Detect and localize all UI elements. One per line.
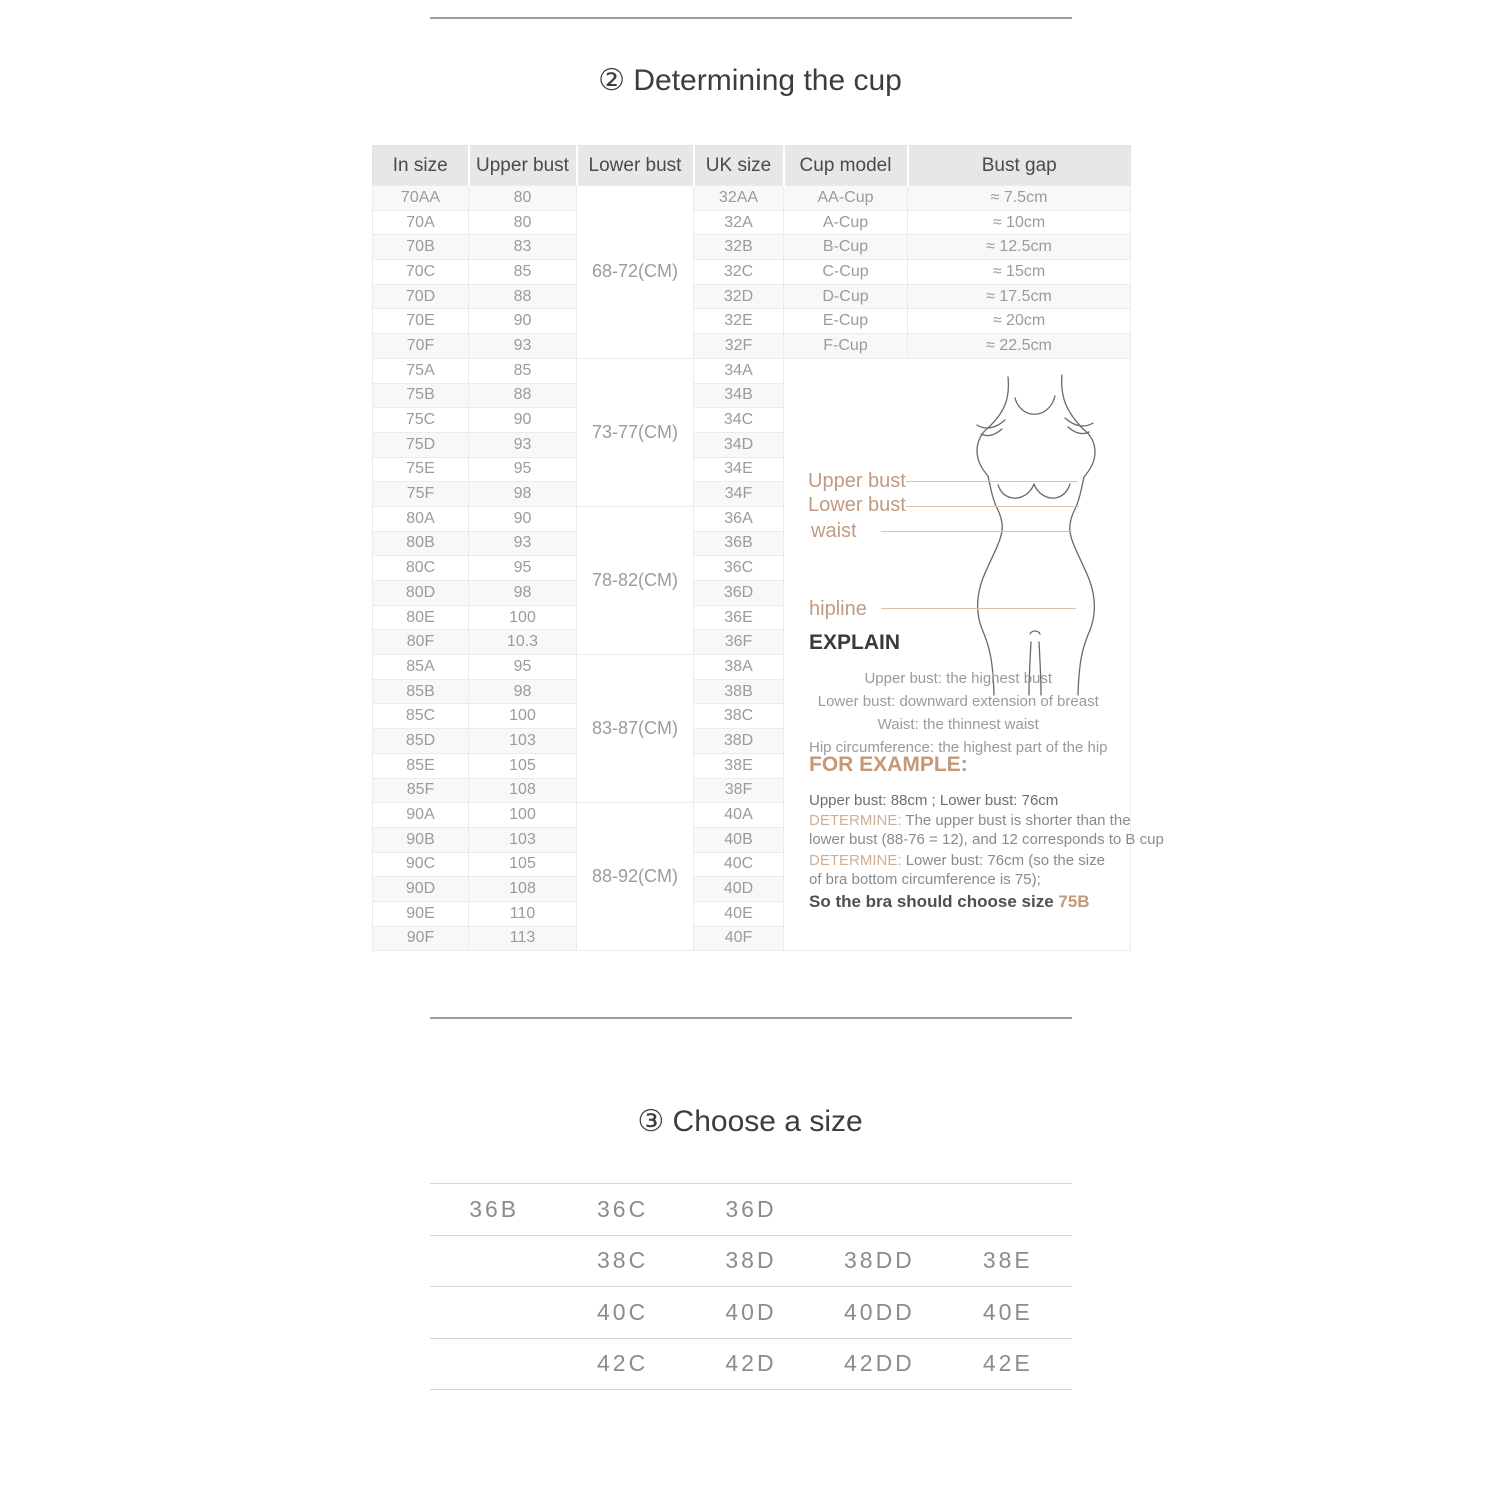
cell-uk-size: 40E — [694, 901, 784, 926]
cell-lower-bust-range: 78-82(CM) — [577, 506, 694, 654]
column-header: Bust gap — [908, 146, 1131, 186]
determine-label: DETERMINE: — [809, 851, 906, 869]
size-option: 38DD — [843, 1247, 915, 1274]
hipline-label: hipline — [809, 597, 867, 620]
cell-in-size: 70C — [373, 260, 469, 285]
cell-uk-size: 34D — [694, 432, 784, 457]
cell-uk-size: 38B — [694, 679, 784, 704]
cell-upper-bust: 98 — [469, 679, 577, 704]
cell-in-size: 75F — [373, 482, 469, 507]
cell-uk-size: 36E — [694, 605, 784, 630]
example-determine-band — [809, 852, 1105, 869]
cell-cup-model: F-Cup — [784, 334, 908, 359]
cell-uk-size: 38E — [694, 753, 784, 778]
cell-lower-bust-range: 88-92(CM) — [577, 803, 694, 951]
cell-upper-bust: 95 — [469, 556, 577, 581]
cell-cup-model: E-Cup — [784, 309, 908, 334]
cell-uk-size: 32AA — [694, 186, 784, 211]
choose-size-row — [430, 1338, 1072, 1390]
cell-uk-size: 34F — [694, 482, 784, 507]
cell-in-size: 90A — [373, 803, 469, 828]
size-option: 40DD — [843, 1298, 915, 1325]
explain-line: Upper bust: the highest bust — [864, 669, 1053, 687]
cell-upper-bust: 90 — [469, 309, 577, 334]
size-option: 38C — [596, 1247, 649, 1274]
section-title-choose-size: ③ Choose a size — [637, 1105, 863, 1138]
size-option: 38E — [982, 1247, 1033, 1274]
cell-uk-size: 40B — [694, 827, 784, 852]
cell-upper-bust: 95 — [469, 457, 577, 482]
cell-in-size: 90C — [373, 852, 469, 877]
column-header: Upper bust — [469, 146, 577, 186]
cell-bust-gap: ≈ 20cm — [908, 309, 1131, 334]
cell-in-size: 80E — [373, 605, 469, 630]
cell-bust-gap: ≈ 17.5cm — [908, 284, 1131, 309]
waist-pointer-line — [881, 531, 1072, 532]
cell-upper-bust: 93 — [469, 334, 577, 359]
cell-uk-size: 32E — [694, 309, 784, 334]
cell-bust-gap: ≈ 22.5cm — [908, 334, 1131, 359]
determine-label: DETERMINE: — [809, 811, 906, 829]
cell-upper-bust: 95 — [469, 655, 577, 680]
upper-bust-pointer-line — [906, 481, 1078, 482]
cell-uk-size: 34A — [694, 358, 784, 383]
cell-upper-bust: 10.3 — [469, 630, 577, 655]
cell-upper-bust: 85 — [469, 260, 577, 285]
size-chart-row — [373, 358, 1131, 383]
cell-uk-size: 32F — [694, 334, 784, 359]
cell-lower-bust-range: 73-77(CM) — [577, 358, 694, 506]
cell-upper-bust: 93 — [469, 432, 577, 457]
cell-in-size: 85A — [373, 655, 469, 680]
cell-bust-gap: ≈ 15cm — [908, 260, 1131, 285]
cell-upper-bust: 98 — [469, 482, 577, 507]
cell-uk-size: 38C — [694, 704, 784, 729]
waist-label: waist — [811, 519, 857, 542]
choose-size-row — [430, 1235, 1072, 1287]
cell-in-size: 75A — [373, 358, 469, 383]
cell-upper-bust: 105 — [469, 753, 577, 778]
cell-uk-size: 32A — [694, 210, 784, 235]
size-chart-row — [373, 235, 1131, 260]
diagram-merged-cell — [784, 358, 1164, 951]
cell-upper-bust: 90 — [469, 506, 577, 531]
upper-bust-label: Upper bust — [808, 469, 906, 492]
cell-upper-bust: 85 — [469, 358, 577, 383]
cell-upper-bust: 108 — [469, 877, 577, 902]
cell-upper-bust: 98 — [469, 581, 577, 606]
cell-in-size: 75B — [373, 383, 469, 408]
cell-uk-size: 38D — [694, 729, 784, 754]
cell-lower-bust-range: 68-72(CM) — [577, 186, 694, 359]
cell-upper-bust: 93 — [469, 531, 577, 556]
explain-line: Waist: the thinnest waist — [877, 715, 1039, 733]
size-chart-row — [373, 260, 1131, 285]
lower-bust-pointer-line — [906, 506, 1079, 507]
cell-in-size: 70F — [373, 334, 469, 359]
example-measurements: Upper bust: 88cm ; Lower bust: 76cm — [809, 791, 1059, 809]
cell-cup-model: C-Cup — [784, 260, 908, 285]
measurement-diagram-panel — [784, 359, 1164, 951]
cell-in-size: 75C — [373, 408, 469, 433]
cell-in-size: 85F — [373, 778, 469, 803]
cell-upper-bust: 100 — [469, 605, 577, 630]
cell-in-size: 80C — [373, 556, 469, 581]
example-determine-cup-cont: lower bust (88-76 = 12), and 12 corresponds to B cup — [809, 830, 1164, 848]
example-determine-band-cont: of bra bottom circumference is 75); — [809, 870, 1041, 888]
cell-upper-bust: 103 — [469, 729, 577, 754]
column-header: Cup model — [784, 146, 908, 186]
size-option: 40E — [982, 1298, 1033, 1325]
choose-size-row — [430, 1286, 1072, 1338]
determine-text: The upper bust is shorter than the — [905, 811, 1131, 829]
recommended-size: 75B — [1058, 891, 1090, 911]
cell-in-size: 80B — [373, 531, 469, 556]
top-divider — [430, 17, 1072, 19]
cell-uk-size: 40F — [694, 926, 784, 951]
cell-cup-model: A-Cup — [784, 210, 908, 235]
cell-upper-bust: 90 — [469, 408, 577, 433]
section-title-determining-cup: ② Determining the cup — [598, 64, 902, 97]
cell-in-size: 75E — [373, 457, 469, 482]
cell-upper-bust: 88 — [469, 284, 577, 309]
cell-bust-gap: ≈ 10cm — [908, 210, 1131, 235]
size-option: 42E — [982, 1350, 1033, 1377]
cell-uk-size: 36D — [694, 581, 784, 606]
choose-size-row — [430, 1183, 1072, 1235]
size-option: 42C — [596, 1350, 649, 1377]
cell-in-size: 70E — [373, 309, 469, 334]
conclusion-text: So the bra should choose size — [809, 891, 1059, 911]
size-option: 36B — [469, 1195, 520, 1222]
cell-uk-size: 36F — [694, 630, 784, 655]
column-header: UK size — [694, 146, 784, 186]
explain-text — [809, 667, 1108, 759]
column-header: In size — [373, 146, 469, 186]
size-chart-row — [373, 284, 1131, 309]
for-example-heading: FOR EXAMPLE: — [809, 752, 968, 776]
size-chart-row — [373, 186, 1131, 211]
cell-in-size: 90F — [373, 926, 469, 951]
cell-uk-size: 40C — [694, 852, 784, 877]
cell-uk-size: 40D — [694, 877, 784, 902]
cell-cup-model: D-Cup — [784, 284, 908, 309]
cell-uk-size: 34E — [694, 457, 784, 482]
cell-in-size: 90E — [373, 901, 469, 926]
explain-line: Lower bust: downward extension of breast — [817, 692, 1099, 710]
example-conclusion — [809, 892, 1090, 912]
cell-in-size: 90B — [373, 827, 469, 852]
cell-upper-bust: 110 — [469, 901, 577, 926]
size-chart-table — [372, 145, 1164, 951]
cell-upper-bust: 80 — [469, 186, 577, 211]
cell-uk-size: 34C — [694, 408, 784, 433]
size-option: 40C — [596, 1298, 649, 1325]
cell-upper-bust: 113 — [469, 926, 577, 951]
explain-line: Hip circumference: the highest part of the hip — [809, 738, 1108, 756]
determine-text: Lower bust: 76cm (so the size — [905, 851, 1105, 869]
cell-uk-size: 36B — [694, 531, 784, 556]
cell-in-size: 85D — [373, 729, 469, 754]
size-chart-row — [373, 210, 1131, 235]
cell-in-size: 75D — [373, 432, 469, 457]
middle-divider — [430, 1017, 1072, 1019]
cell-upper-bust: 100 — [469, 803, 577, 828]
cell-upper-bust: 103 — [469, 827, 577, 852]
cell-in-size: 70D — [373, 284, 469, 309]
cell-in-size: 80F — [373, 630, 469, 655]
example-determine-cup — [809, 812, 1131, 829]
cell-in-size: 80A — [373, 506, 469, 531]
cell-in-size: 70A — [373, 210, 469, 235]
cell-in-size: 70AA — [373, 186, 469, 211]
cell-lower-bust-range: 83-87(CM) — [577, 655, 694, 803]
cell-in-size: 85E — [373, 753, 469, 778]
cell-in-size: 85B — [373, 679, 469, 704]
size-chart-row — [373, 309, 1131, 334]
lower-bust-label: Lower bust — [808, 493, 906, 516]
cell-upper-bust: 83 — [469, 235, 577, 260]
cell-upper-bust: 80 — [469, 210, 577, 235]
cell-upper-bust: 108 — [469, 778, 577, 803]
hipline-pointer-line — [881, 608, 1076, 609]
choose-size-grid — [430, 1183, 1072, 1390]
cell-uk-size: 38A — [694, 655, 784, 680]
cell-in-size: 80D — [373, 581, 469, 606]
size-option: 36D — [725, 1195, 777, 1222]
cell-cup-model: AA-Cup — [784, 186, 908, 211]
size-chart-header-row — [373, 146, 1131, 186]
cell-uk-size: 36C — [694, 556, 784, 581]
cell-uk-size: 34B — [694, 383, 784, 408]
cell-uk-size: 32B — [694, 235, 784, 260]
cell-uk-size: 36A — [694, 506, 784, 531]
cell-uk-size: 40A — [694, 803, 784, 828]
size-option: 36C — [596, 1195, 649, 1222]
size-option: 40D — [725, 1298, 777, 1325]
size-option: 42DD — [843, 1350, 915, 1377]
cell-upper-bust: 100 — [469, 704, 577, 729]
cell-bust-gap: ≈ 7.5cm — [908, 186, 1131, 211]
cell-in-size: 85C — [373, 704, 469, 729]
column-header: Lower bust — [577, 146, 694, 186]
cell-in-size: 90D — [373, 877, 469, 902]
explain-heading: EXPLAIN — [809, 630, 901, 654]
size-option: 38D — [725, 1247, 777, 1274]
cell-uk-size: 32D — [694, 284, 784, 309]
cell-upper-bust: 88 — [469, 383, 577, 408]
size-option: 42D — [725, 1350, 777, 1377]
cell-uk-size: 38F — [694, 778, 784, 803]
cell-uk-size: 32C — [694, 260, 784, 285]
cell-in-size: 70B — [373, 235, 469, 260]
cell-upper-bust: 105 — [469, 852, 577, 877]
cell-bust-gap: ≈ 12.5cm — [908, 235, 1131, 260]
cell-cup-model: B-Cup — [784, 235, 908, 260]
